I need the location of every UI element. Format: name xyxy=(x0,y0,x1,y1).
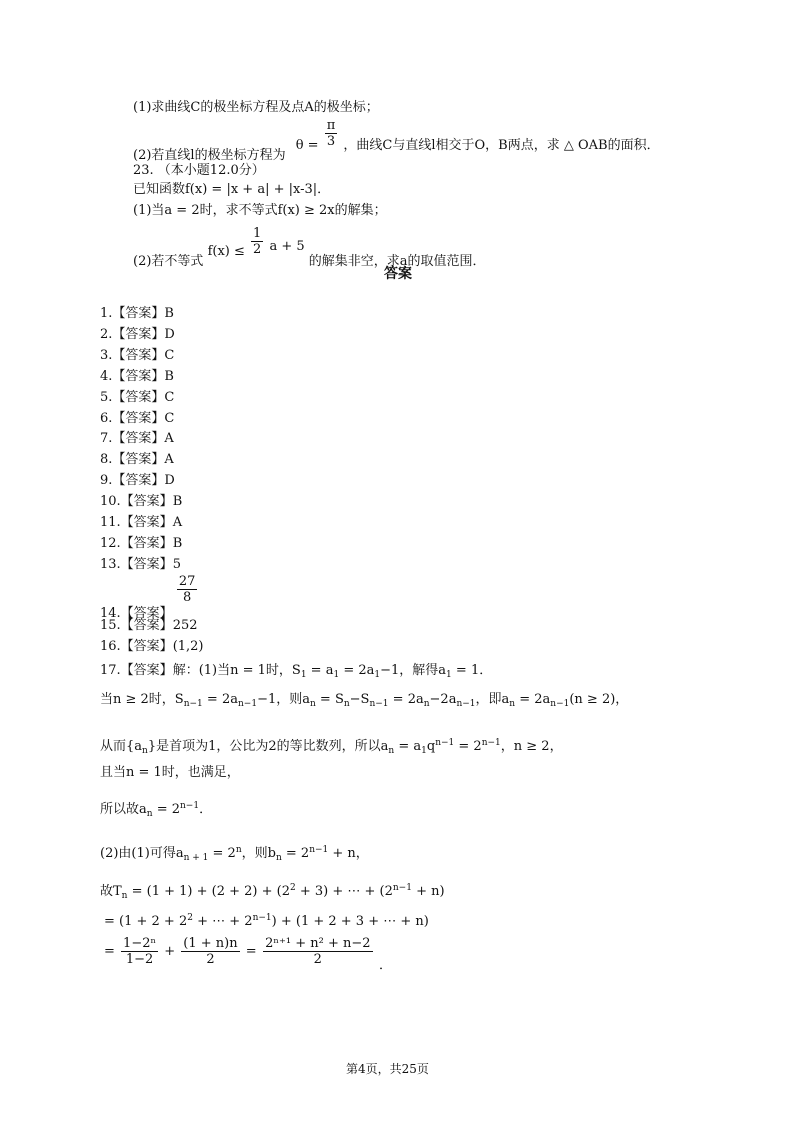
answer-label: 9.【答案】 xyxy=(100,473,165,489)
math-text: + ⋯ + 2 xyxy=(192,914,253,929)
answer-row xyxy=(100,515,182,531)
math-text: = 2 xyxy=(152,802,180,817)
answer-value: D xyxy=(164,326,175,342)
answer-row xyxy=(100,557,181,573)
superscript: n xyxy=(235,845,242,855)
math-text: = 2a xyxy=(515,692,551,707)
eq-2: = xyxy=(245,944,257,959)
superscript: n−1 xyxy=(180,801,200,811)
answer-label: 4.【答案】 xyxy=(100,368,165,384)
q23-part2-pre: (2)若不等式 xyxy=(133,254,204,269)
answer-17-line3 xyxy=(100,735,563,759)
superscript: n−1 xyxy=(309,845,329,855)
plus-sign: + xyxy=(164,944,176,959)
math-text: + n， xyxy=(328,846,369,861)
subscript: n−1 xyxy=(237,699,258,709)
answer-17-line8 xyxy=(104,910,429,930)
math-text: = 2 xyxy=(281,846,310,861)
math-text: = a xyxy=(394,739,422,754)
math-text: = (1 + 2 + 2 xyxy=(104,914,188,929)
subscript: 1 xyxy=(333,670,340,680)
math-text: −S xyxy=(349,692,370,707)
answer-value: C xyxy=(164,410,175,426)
math-text: = 2 xyxy=(208,846,236,861)
answer-17-line6 xyxy=(100,842,369,866)
math-text: q xyxy=(426,739,436,754)
math-text: ． xyxy=(199,802,213,817)
math-text: 所以故a xyxy=(100,802,147,817)
answer-17-line1 xyxy=(100,663,492,683)
fraction-2-den: 2 xyxy=(206,952,215,967)
math-text: }是首项为1，公比为2的等比数列，所以a xyxy=(147,739,389,754)
math-text: −1，解得a xyxy=(380,663,447,678)
answer-17-line2 xyxy=(100,692,628,712)
math-text: = 2a xyxy=(388,692,424,707)
q23-half-num: 1 xyxy=(253,226,262,241)
answer-value: C xyxy=(164,347,175,363)
answer-17-l3 xyxy=(100,739,563,754)
fraction-1-den: 1−2 xyxy=(125,952,154,967)
eq-1: = xyxy=(104,944,115,959)
math-text: + n) xyxy=(411,884,445,899)
answer-label: 11.【答案】 xyxy=(100,515,173,530)
answer-value: C xyxy=(164,389,175,405)
answer-row xyxy=(100,369,174,385)
q23-half xyxy=(251,226,263,257)
answer-17-line5 xyxy=(100,798,212,822)
answer-label: 10.【答案】 xyxy=(100,494,173,510)
subscript: n xyxy=(509,699,516,709)
q22-pi: π xyxy=(326,118,336,133)
subscript: n xyxy=(275,853,282,863)
answers-title: 答案 xyxy=(384,266,412,282)
math-text: 从而{a xyxy=(100,739,143,754)
superscript: n−1 xyxy=(252,913,272,923)
answer-label: 1.【答案】 xyxy=(100,306,165,321)
answer-15-value: 252 xyxy=(172,618,198,633)
answer-17-label: 17.【答案】 xyxy=(100,663,173,678)
answer-value: 5 xyxy=(172,556,181,572)
answer-17-l5 xyxy=(100,802,212,817)
answer-label: 5.【答案】 xyxy=(100,389,165,405)
q23-part2 xyxy=(133,226,486,269)
answer-row xyxy=(100,348,174,364)
q23-header: 23. （本小题12.0分） xyxy=(133,163,265,178)
subscript: n−1 xyxy=(456,699,476,709)
subscript: 1 xyxy=(421,746,427,756)
subscript: 1 xyxy=(446,670,452,680)
q22-part2-pre: (2)若直线l的极坐标方程为 xyxy=(133,148,286,163)
math-text: = 2a xyxy=(202,692,238,707)
superscript: n−1 xyxy=(481,738,501,748)
answer-15 xyxy=(100,618,198,634)
q22-part2-post: ，曲线C与直线l相交于O，B两点，求 △ OAB的面积． xyxy=(343,138,660,153)
answer-row xyxy=(100,473,175,489)
q23-part2-fx: f(x) ≤ xyxy=(207,244,245,259)
math-text: = S xyxy=(315,692,344,707)
fraction-3-num: 2ⁿ⁺¹ + n² + n−2 xyxy=(263,936,373,952)
answer-value: A xyxy=(164,431,174,447)
math-text: = (1 + 1) + (2 + 2) + (2 xyxy=(127,884,290,899)
subscript: n xyxy=(121,891,128,901)
answer-value: A xyxy=(172,515,183,530)
subscript: n + 1 xyxy=(183,853,209,863)
answer-14 xyxy=(100,574,199,621)
superscript: 2 xyxy=(187,913,193,923)
answer-16 xyxy=(100,639,204,655)
subscript: n xyxy=(388,746,395,756)
subscript: n−1 xyxy=(550,699,570,709)
math-text: −2a xyxy=(429,692,457,707)
math-text: ，n ≥ 2， xyxy=(500,739,563,754)
math-text: ，则b xyxy=(241,846,276,861)
q23-half-den: 2 xyxy=(253,242,262,257)
fraction-3-den: 2 xyxy=(313,952,322,967)
subscript: n−1 xyxy=(369,699,389,709)
superscript: 2 xyxy=(289,883,296,893)
fraction-3 xyxy=(263,936,373,967)
subscript: n xyxy=(343,699,350,709)
q22-pi-over-3 xyxy=(325,118,338,149)
q22-part2 xyxy=(133,118,660,163)
q22-three: 3 xyxy=(326,134,336,149)
math-text: (2)由(1)可得a xyxy=(100,846,184,861)
q22-part2-theta: θ = xyxy=(295,138,319,153)
answer-value: B xyxy=(172,535,183,551)
fraction-1-num: 1−2ⁿ xyxy=(123,936,157,951)
answer-label: 12.【答案】 xyxy=(100,535,173,551)
answer-value: D xyxy=(164,473,175,489)
q23-given: 已知函数f(x) = |x + a| + |x-3|． xyxy=(133,182,331,197)
period: ． xyxy=(378,958,392,973)
math-text: 解：(1)当n = 1时，S xyxy=(172,663,301,678)
superscript: n−1 xyxy=(435,738,455,748)
answer-label: 6.【答案】 xyxy=(100,410,165,426)
subscript: n−1 xyxy=(183,699,203,709)
page-footer: 第4页，共25页 xyxy=(346,1062,429,1076)
answer-15-label: 15.【答案】 xyxy=(100,618,173,633)
fraction-2 xyxy=(181,936,239,967)
q23-part2-tail: a + 5 xyxy=(269,239,305,254)
answer-row xyxy=(100,494,182,510)
subscript: 1 xyxy=(300,670,307,680)
answer-label: 13.【答案】 xyxy=(100,556,173,572)
math-text: = 2 xyxy=(454,739,482,754)
math-text: 当n ≥ 2时，S xyxy=(100,692,184,707)
math-text: = 2a xyxy=(339,663,375,678)
answer-16-value: (1,2) xyxy=(172,639,204,654)
answer-value: B xyxy=(164,368,174,384)
answer-label: 2.【答案】 xyxy=(100,326,165,342)
math-text: 故T xyxy=(100,884,122,899)
subscript: 1 xyxy=(374,670,381,680)
math-text: −1，则a xyxy=(257,692,310,707)
answer-17-l1 xyxy=(173,663,493,678)
fraction-1 xyxy=(121,936,158,967)
answer-17-l2 xyxy=(100,692,628,707)
answer-row xyxy=(100,431,174,447)
math-text: (n ≥ 2)， xyxy=(569,692,629,707)
answer-value: B xyxy=(164,306,174,321)
q22-part1: (1)求曲线C的极坐标方程及点A的极坐标； xyxy=(133,100,379,115)
answer-row xyxy=(100,306,174,322)
answer-value: B xyxy=(172,494,183,510)
answer-17-l7 xyxy=(100,884,445,899)
answer-label: 8.【答案】 xyxy=(100,452,165,468)
answer-17-l8 xyxy=(104,914,429,929)
math-text: + 3) + ⋯ + (2 xyxy=(295,884,393,899)
answer-17-line7 xyxy=(100,880,445,904)
fraction-2-num: (1 + n)n xyxy=(183,936,238,951)
answer-label: 7.【答案】 xyxy=(100,431,165,447)
subscript: n xyxy=(146,809,153,819)
answer-14-num: 27 xyxy=(178,574,196,589)
answer-label: 3.【答案】 xyxy=(100,347,165,363)
superscript: n−1 xyxy=(392,883,412,893)
answer-row xyxy=(100,411,174,427)
answer-14-den: 8 xyxy=(182,590,192,605)
answer-17-line4: 且当n = 1时，也满足， xyxy=(100,765,240,780)
answer-row xyxy=(100,327,175,343)
answer-row xyxy=(100,390,174,406)
answer-17-line9 xyxy=(104,936,392,984)
subscript: n xyxy=(423,699,430,709)
answer-14-label: 14.【答案】 xyxy=(100,606,173,621)
answer-14-fraction xyxy=(177,574,198,605)
answer-16-label: 16.【答案】 xyxy=(100,639,173,654)
answer-17-l6 xyxy=(100,846,369,861)
answer-row xyxy=(100,536,182,552)
subscript: n xyxy=(309,699,316,709)
answer-value: A xyxy=(164,452,174,468)
subscript: n xyxy=(142,746,148,756)
math-text: ，即a xyxy=(475,692,510,707)
answer-row xyxy=(100,452,174,468)
q23-part1: (1)当a = 2时，求不等式f(x) ≥ 2x的解集； xyxy=(133,203,387,218)
math-text: = a xyxy=(306,663,334,678)
math-text: ) + (1 + 2 + 3 + ⋯ + n) xyxy=(271,914,429,929)
q23-part2-post: 的解集非空，求a的取值范围． xyxy=(308,254,486,269)
math-text: = 1． xyxy=(451,663,493,678)
